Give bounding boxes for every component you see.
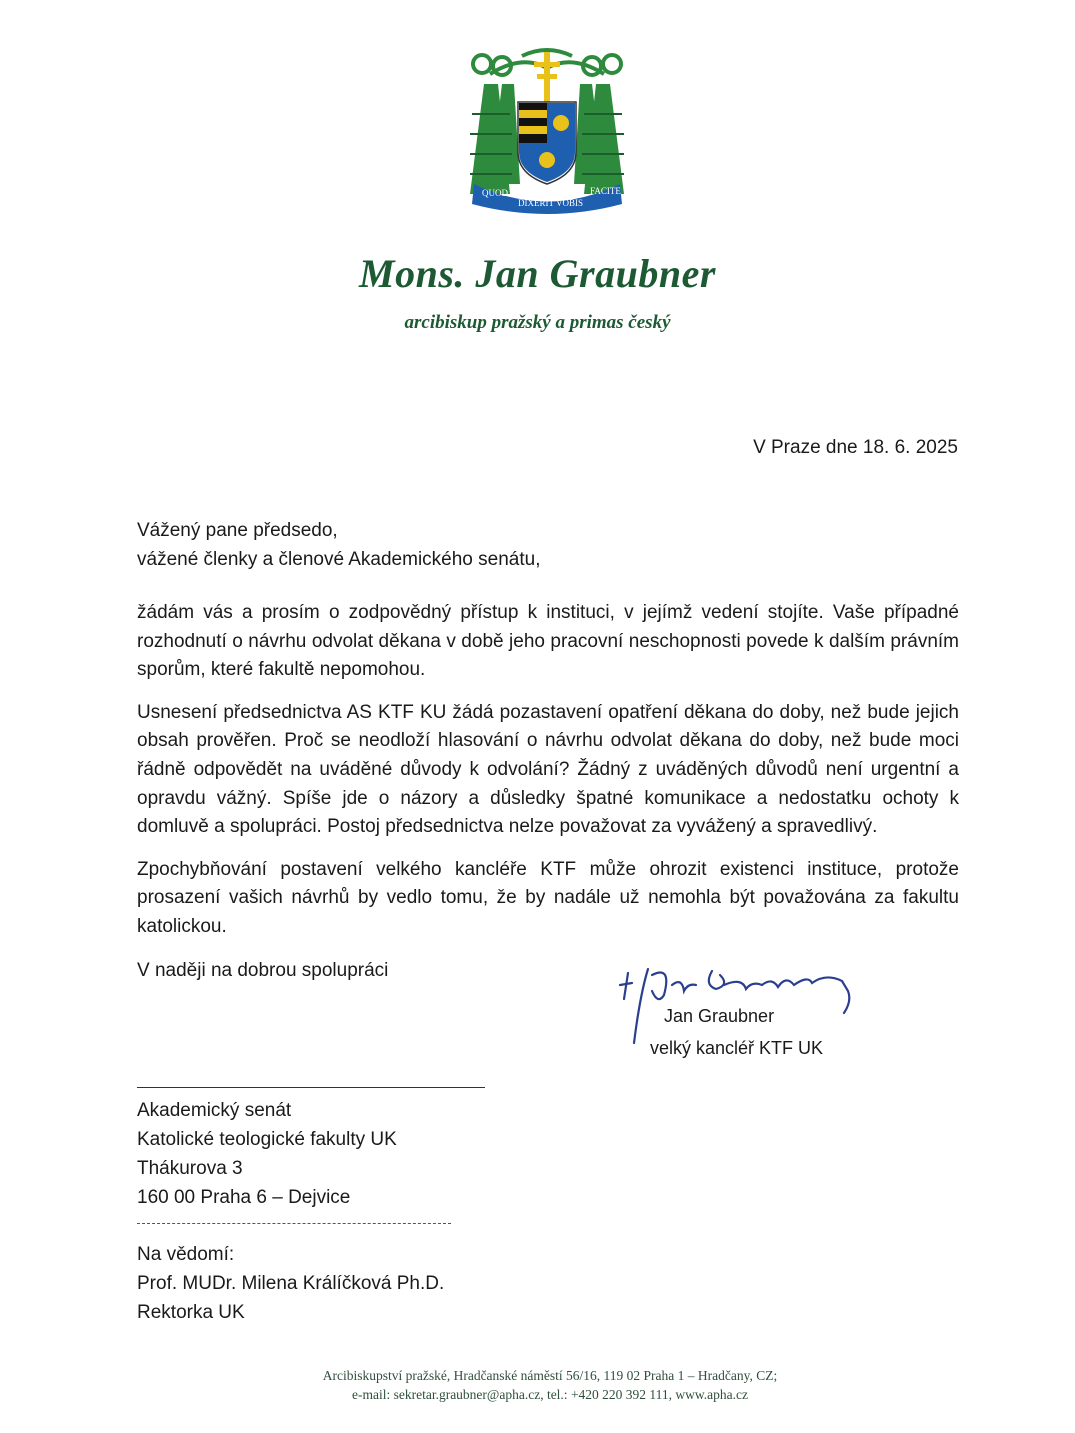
body-paragraph: žádám vás a prosím o zodpovědný přístup k instituci, v jejímž vedení stojíte. Vaše případné rozhodnutí o návrhu odvolat děkana v době jeho pracovní neschopnosti povede k dalším právním sporům, které fakultě nepomohou.: [137, 602, 959, 681]
footer-line: e-mail: sekretar.graubner@apha.cz, tel.: +420 220 392 111, www.apha.cz: [351, 1387, 749, 1402]
copy-to: [137, 1240, 444, 1327]
salutation-line: vážené členky a členové Akademického senátu,: [137, 549, 541, 570]
letterhead-name: Mons. Jan Graubner: [359, 251, 716, 296]
body-paragraph: Usnesení předsednictva AS KTF KU žádá pozastavení opatření děkana do doby, než bude jejich obsah prověřen. Proč se neodloží hlasování o návrhu odvolat děkana do doby, než bude moci řádně odpovědět na uváděné důvody k odvolání? Žádný z uváděných důvodů není urgentní a opravdu vážný. Spíše jde o názory a důsledky špatné komunikace a nedostatku ochoty k domluvě a spolupráci. Postoj předsednictva nelze považovat za vyvážený a spravedlivý.: [137, 701, 959, 838]
motto-word: VOBIS: [556, 198, 584, 208]
closing-line: V naději na dobrou spolupráci: [137, 960, 389, 981]
address-line: Katolické teologické fakulty UK: [137, 1129, 397, 1150]
coat-of-arms-crest: [462, 44, 632, 216]
salutation: [137, 516, 540, 574]
salutation-line: Vážený pane předsedo,: [137, 520, 338, 541]
letter-date: V Praze dne 18. 6. 2025: [753, 437, 958, 458]
footer-line: Arcibiskupství pražské, Hradčanské náměstí 56/16, 119 02 Praha 1 – Hradčany, CZ;: [322, 1368, 778, 1383]
body-paragraph: Zpochybňování postavení velkého kancléře KTF může ohrozit existenci instituce, protože prosazení vašich návrhů by vedlo tomu, že by nadále už nemohla být považována za fakultu katolickou.: [137, 858, 959, 937]
signer-role: velký kancléř KTF UK: [650, 1038, 824, 1058]
address-line: Thákurova 3: [137, 1158, 243, 1179]
handwritten-signature: [612, 955, 862, 1047]
dashed-separator: [137, 1223, 451, 1224]
signer-name: Jan Graubner: [664, 1006, 775, 1026]
motto-word: DIXERIT: [518, 198, 554, 208]
motto-word: FACITE: [590, 186, 621, 196]
cc-line: Rektorka UK: [137, 1302, 245, 1323]
cc-line: Prof. MUDr. Milena Králíčková Ph.D.: [137, 1273, 445, 1294]
motto-word: QUOD: [482, 188, 508, 198]
letterhead-footer: [0, 1366, 1075, 1404]
address-line: 160 00 Praha 6 – Dejvice: [137, 1187, 351, 1208]
separator-line: [137, 1087, 485, 1088]
cc-line: Na vědomí:: [137, 1244, 235, 1265]
letterhead-title: arcibiskup pražský a primas český: [404, 312, 671, 333]
recipient-address: [137, 1096, 397, 1212]
address-line: Akademický senát: [137, 1100, 292, 1121]
letter-body: [137, 599, 959, 956]
